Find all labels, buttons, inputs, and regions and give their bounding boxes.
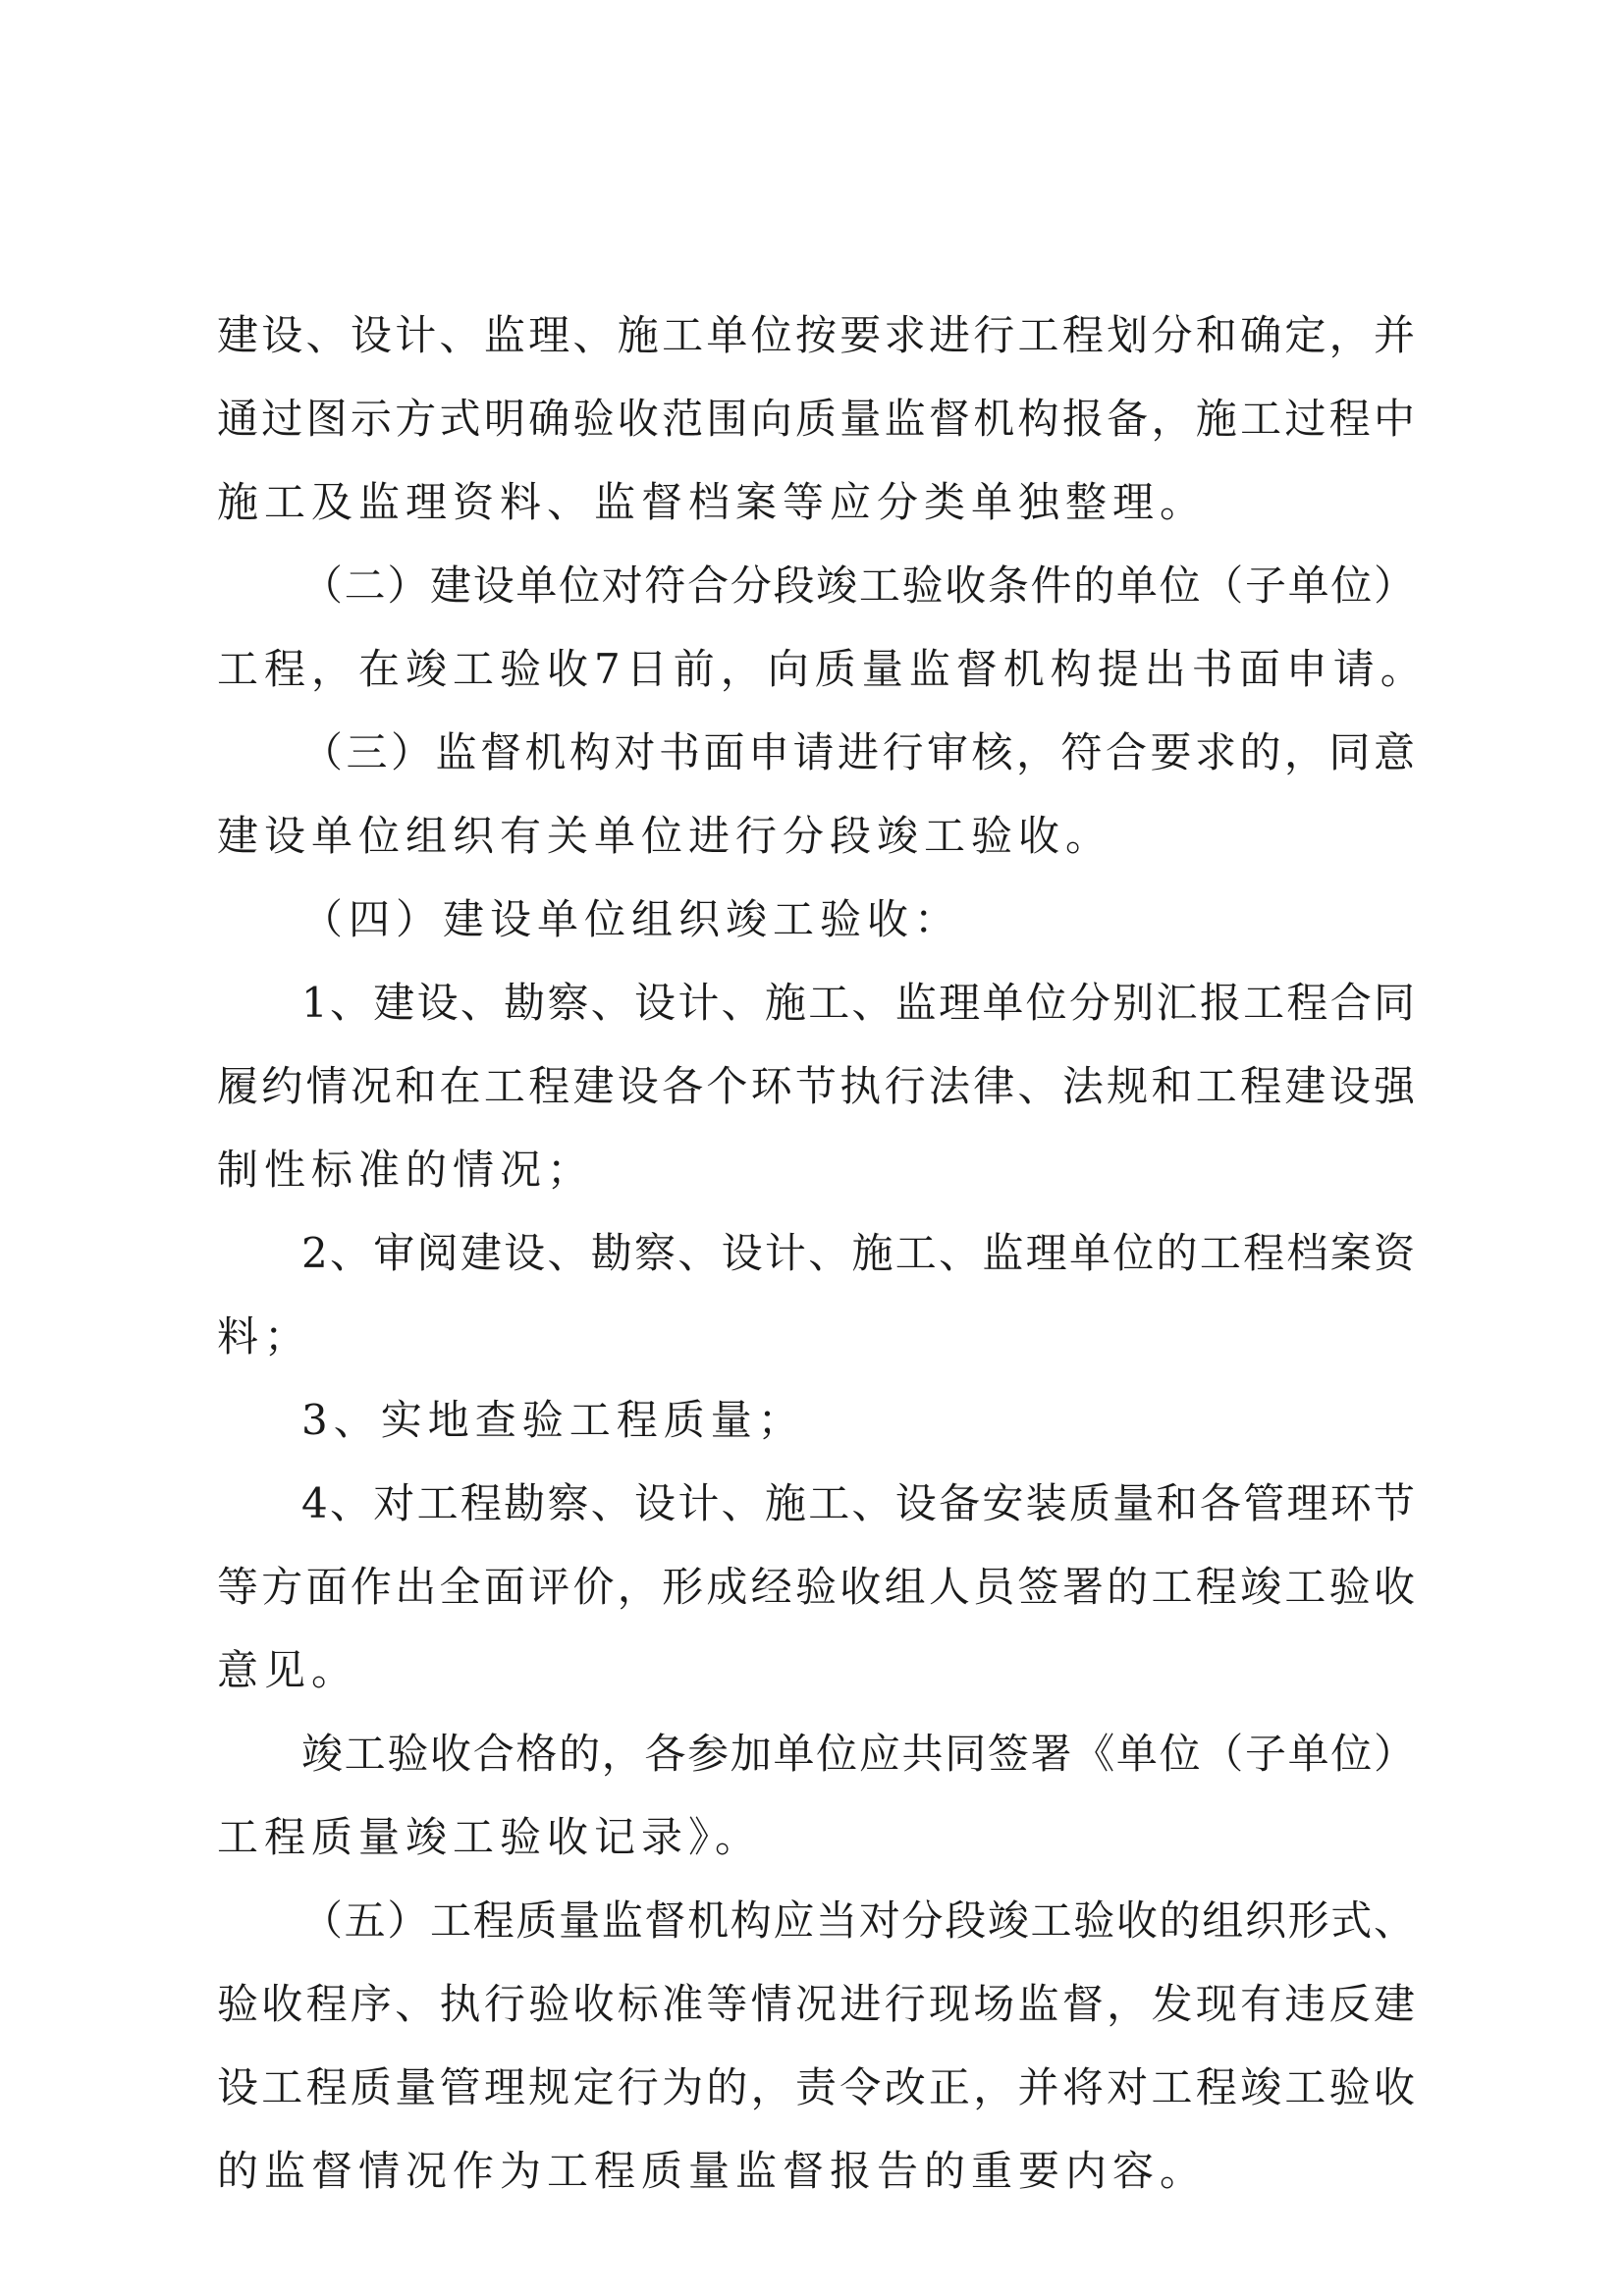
body-line: 3、实地查验工程质量； bbox=[301, 1396, 805, 1444]
body-line: 设工程质量管理规定行为的，责令改正，并将对工程竣工验收 bbox=[217, 2063, 1415, 2111]
body-line: 建设、设计、监理、施工单位按要求进行工程划分和确定，并 bbox=[217, 311, 1415, 359]
body-line: 建设单位组织有关单位进行分段竣工验收。 bbox=[217, 812, 1113, 860]
body-line: 料； bbox=[217, 1312, 312, 1361]
body-line: 验收程序、执行验收标准等情况进行现场监督，发现有违反建 bbox=[217, 1980, 1415, 2028]
body-line: （五）工程质量监督机构应当对分段竣工验收的组织形式、 bbox=[301, 1896, 1415, 1945]
body-line: 履约情况和在工程建设各个环节执行法律、法规和工程建设强 bbox=[217, 1062, 1415, 1110]
body-line: 工程质量竣工验收记录》。 bbox=[217, 1813, 763, 1861]
body-line: 施工及监理资料、监督档案等应分类单独整理。 bbox=[217, 478, 1208, 526]
body-line: （二）建设单位对符合分段竣工验收条件的单位（子单位） bbox=[301, 561, 1415, 610]
body-line: （三）监督机构对书面申请进行审核，符合要求的，同意 bbox=[301, 728, 1415, 776]
body-line: 2、审阅建设、勘察、设计、施工、监理单位的工程档案资 bbox=[301, 1229, 1415, 1277]
body-line: 制性标准的情况； bbox=[217, 1146, 595, 1194]
body-line: 的监督情况作为工程质量监督报告的重要内容。 bbox=[217, 2147, 1208, 2195]
body-line: 4、对工程勘察、设计、施工、设备安装质量和各管理环节 bbox=[301, 1479, 1415, 1527]
body-line: 通过图示方式明确验收范围向质量监督机构报备，施工过程中 bbox=[217, 395, 1415, 443]
body-line: 1、建设、勘察、设计、施工、监理单位分别汇报工程合同 bbox=[301, 979, 1415, 1027]
body-line: 竣工验收合格的，各参加单位应共同签署《单位（子单位） bbox=[301, 1730, 1415, 1778]
body-line: 意见。 bbox=[217, 1646, 359, 1694]
body-line: （四）建设单位组织竣工验收： bbox=[301, 895, 962, 943]
body-line: 等方面作出全面评价，形成经验收组人员签署的工程竣工验收 bbox=[217, 1563, 1415, 1611]
body-line: 工程，在竣工验收7日前，向质量监督机构提出书面申请。 bbox=[217, 645, 1428, 693]
